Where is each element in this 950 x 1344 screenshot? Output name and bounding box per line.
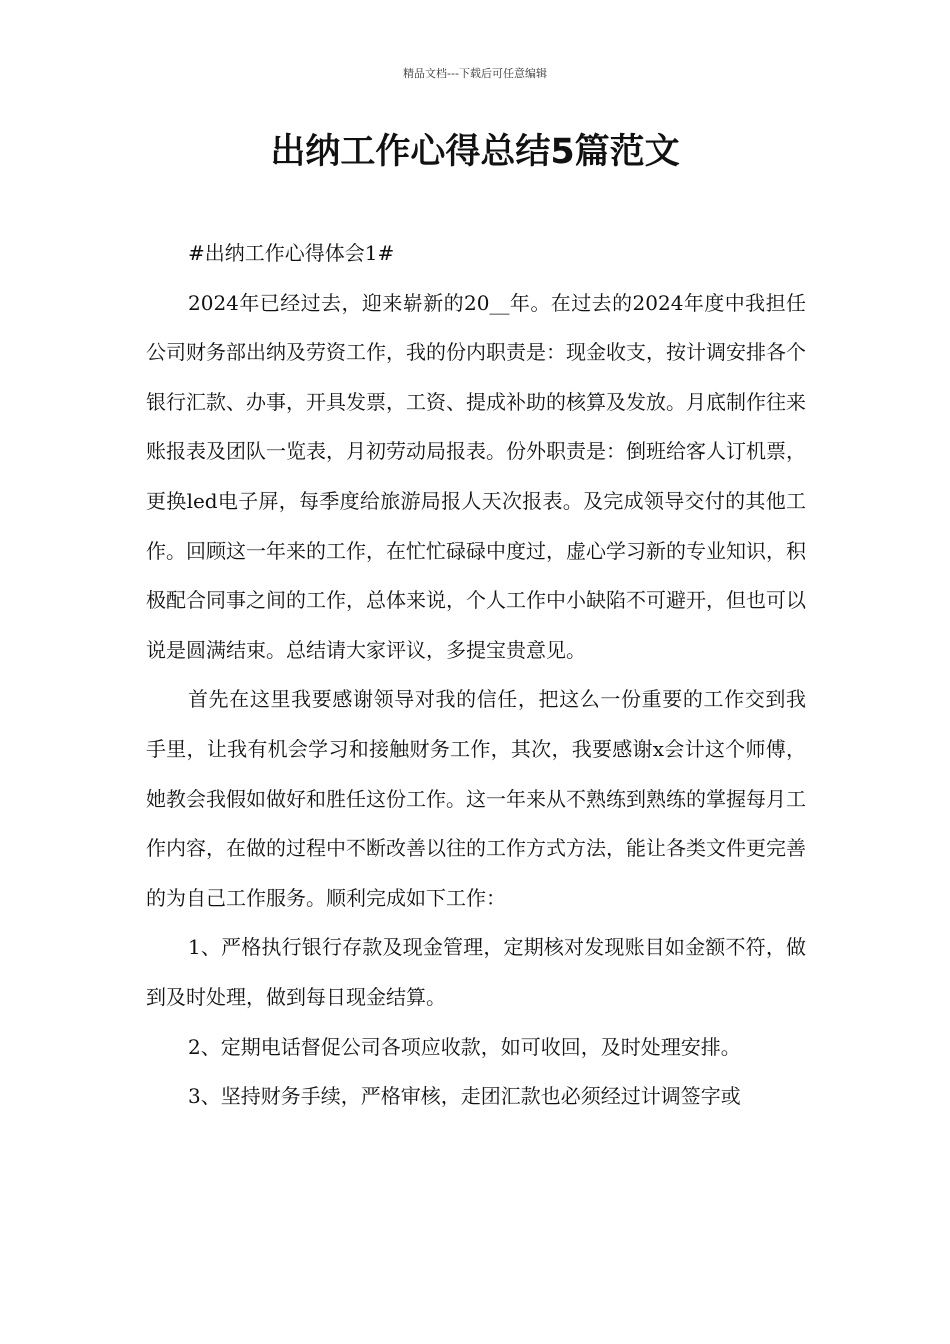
section-heading: #出纳工作心得体会1# [188, 241, 395, 265]
paragraph: 2024年已经过去，迎来崭新的20__年。在过去的2024年度中我担任公司财务部出纳及劳资工作，我的份内职责是：现金收支，按计调安排各个银行汇款、办事，开具发票，工资、提成补助的核算及发放。月底制作往来账报表及团队一览表，月初劳动局报表。份外职责是：倒班给客人订机票，更换led电子屏，每季度给旅游局报人天次报表。及完成领导交付的其他工作。回顾这一年来的工作，在忙忙碌碌中度过，虚心学习新的专业知识，积极配合同事之间的工作，总体来说，个人工作中小缺陷不可避开，但也可以说是圆满结束。总结请大家评议，多提宝贵意见。 [146, 290, 806, 662]
document-body [146, 229, 806, 1122]
list-item: 1、严格执行银行存款及现金管理，定期核对发现账目如金额不符，做到及时处理，做到每日现金结算。 [146, 935, 806, 1009]
paragraph: 首先在这里我要感谢领导对我的信任，把这么一份重要的工作交到我手里，让我有机会学习和接触财务工作，其次，我要感谢x会计这个师傅，她教会我假如做好和胜任这份工作。这一年来从不熟练到熟练的掌握每月工作内容，在做的过程中不断改善以往的工作方式方法，能让各类文件更完善的为自己工作服务。顺利完成如下工作： [146, 687, 806, 910]
list-item: 2、定期电话督促公司各项应收款，如可收回，及时处理安排。 [188, 1034, 741, 1059]
header-note: 精品文档---下载后可任意编辑 [403, 67, 547, 80]
document-title: 出纳工作心得总结5篇范文 [270, 132, 680, 172]
list-item: 3、坚持财务手续，严格审核，走团汇款也必须经过计调签字或 [188, 1084, 741, 1109]
